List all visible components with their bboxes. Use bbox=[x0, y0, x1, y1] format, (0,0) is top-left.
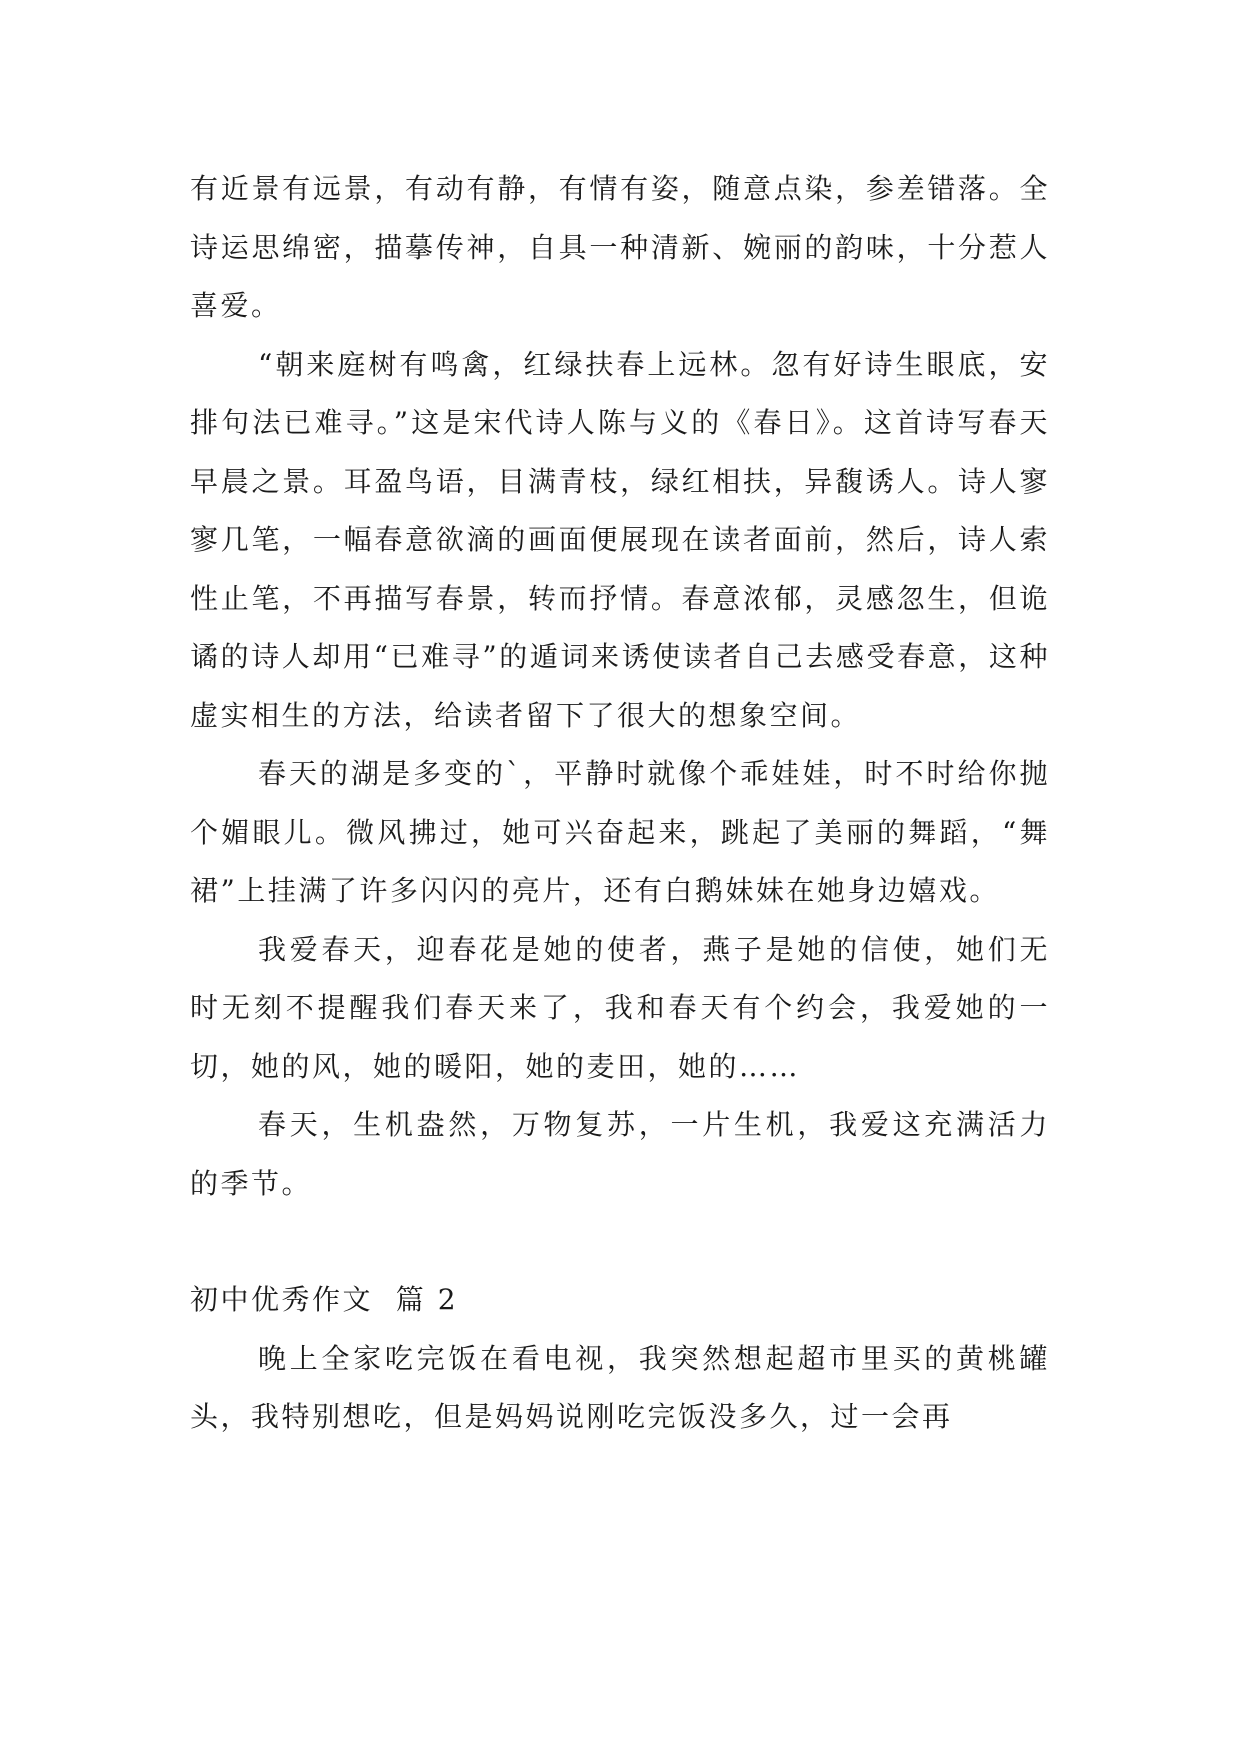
paragraph-1: 有近景有远景，有动有静，有情有姿，随意点染，参差错落。全诗运思绵密，描摹传神，自具一种清新、婉丽的韵味，十分惹人喜爱。 bbox=[190, 172, 1050, 322]
paragraph-3: 春天的湖是多变的`，平静时就像个乖娃娃，时不时给你抛个媚眼儿。微风拂过，她可兴奋起来，跳起了美丽的舞蹈，“舞裙”上挂满了许多闪闪的亮片，还有白鹅妹妹在她身边嬉戏。 bbox=[190, 757, 1050, 907]
document-body bbox=[190, 160, 1050, 1447]
paragraph-6: 晚上全家吃完饭在看电视，我突然想起超市里买的黄桃罐头，我特别想吃，但是妈妈说刚吃完饭没多久，过一会再 bbox=[190, 1341, 1050, 1433]
paragraph-4: 我爱春天，迎春花是她的使者，燕子是她的信使，她们无时无刻不提醒我们春天来了，我和春天有个约会，我爱她的一切，她的风，她的暖阳，她的麦田，她的…… bbox=[190, 932, 1050, 1083]
section-spacer bbox=[190, 1213, 1050, 1271]
paragraph-5: 春天，生机盎然，万物复苏，一片生机，我爱这充满活力的季节。 bbox=[190, 1108, 1050, 1200]
section-title: 初中优秀作文 篇 2 bbox=[190, 1283, 459, 1316]
paragraph-2: “朝来庭树有鸣禽，红绿扶春上远林。忽有好诗生眼底，安排句法已难寻。”这是宋代诗人陈与义的《春日》。这首诗写春天早晨之景。耳盈鸟语，目满青枝，绿红相扶，异馥诱人。诗人寥寥几笔，一幅春意欲滴的画面便展现在读者面前，然后，诗人索性止笔，不再描写春景，转而抒情。春意浓郁，灵感忽生，但诡谲的诗人却用“已难寻”的遁词来诱使读者自己去感受春意，这种虚实相生的方法，给读者留下了很大的想象空间。 bbox=[190, 347, 1050, 732]
